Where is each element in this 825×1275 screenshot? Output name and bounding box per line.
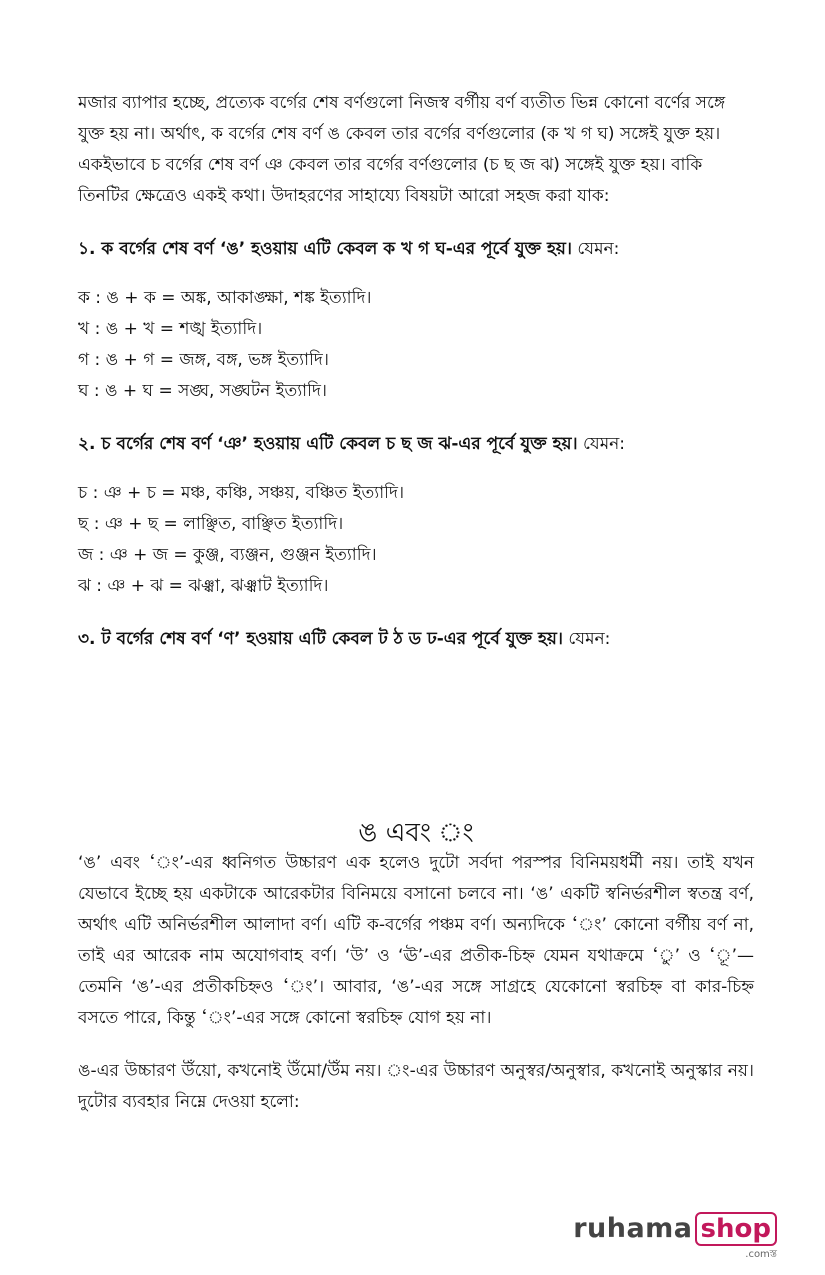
example-line: গ : ঙ + গ = জঙ্গ, বঙ্গ, ভঙ্গ ইত্যাদি। — [78, 350, 329, 370]
example-line: ঘ : ঙ + ঘ = সঙ্ঘ, সঙ্ঘটন ইত্যাদি। — [78, 381, 327, 401]
example-line: ক : ঙ + ক = অঙ্ক, আকাঙ্ক্ষা, শঙ্ক ইত্যাদি। — [78, 288, 372, 308]
ruhamashop-logo — [573, 1213, 777, 1260]
rule-1-bold: ১. ক বর্গের শেষ বর্ণ ‘ঙ’ হওয়ায় এটি কেবল ক খ গ ঘ-এর পূর্বে যুক্ত হয়। — [78, 239, 572, 259]
rule-2-examples — [78, 478, 754, 602]
rule-2 — [78, 429, 754, 460]
rule-3-tail: যেমন: — [562, 629, 611, 649]
pronunciation-paragraph: ঙ-এর উচ্চারণ উঁয়ো, কখনোই উঁমো/উঁম নয়। ং-এর উচ্চারণ অনুস্বর/অনুস্বার, কখনোই অনুস্কার নয়। দুটোর ব্যবহার নিম্নে দেওয়া হলো: — [78, 1061, 754, 1112]
logo-com-text: .comস্ত — [745, 1249, 777, 1260]
rule-3-bold: ৩. ট বর্গের শেষ বর্ণ ‘ণ’ হওয়ায় এটি কেবল ট ঠ ড ঢ-এর পূর্বে যুক্ত হয়। — [78, 629, 563, 649]
example-line: ছ : ঞ + ছ = লাঞ্ছিত, বাঞ্ছিত ইত্যাদি। — [78, 514, 344, 534]
logo-shop-badge: shop — [695, 1212, 777, 1246]
explanation-paragraph: ‘ঙ’ এবং ‘ং’-এর ধ্বনিগত উচ্চারণ এক হলেও দুটো সর্বদা পরস্পর বিনিময়ধর্মী নয়। তাই যখন যেভাবে ইচ্ছে হয় একটাকে আরেকটার বিনিময়ে বসানো চলবে না। ‘ঙ’ একটি স্বনির্ভরশীল স্বতন্ত্র বর্ণ, অর্থাৎ এটি অনির্ভরশীল আলাদা বর্ণ। এটি ক-বর্গের পঞ্চম বর্ণ। অন্যদিকে ‘ং’ কোনো বর্গীয় বর্ণ না, তাই এর আরেক নাম অযোগবাহ বর্ণ। ‘উ’ ও ‘ঊ’-এর প্রতীক-চিহ্ন যেমন যথাক্রমে ‘ু’ ও ‘ূ’—তেমনি ‘ঙ’-এর প্রতীকচিহ্নও ‘ং’। আবার, ‘ঙ’-এর সঙ্গে সাগ্রহে যেকোনো স্বরচিহ্ন বা কার-চিহ্ন বসতে পারে, কিন্তু ‘ং’-এর সঙ্গে কোনো স্বরচিহ্ন যোগ হয় না। — [78, 853, 754, 1028]
section-2 — [78, 848, 754, 1118]
rule-1-examples — [78, 283, 754, 407]
rule-3 — [78, 624, 754, 655]
intro-paragraph: মজার ব্যাপার হচ্ছে, প্রত্যেক বর্গের শেষ বর্ণগুলো নিজস্ব বর্গীয় বর্ণ ব্যতীত ভিন্ন কোনো বর্ণের সঙ্গে যুক্ত হয় না। অর্থাৎ, ক বর্গের শেষ বর্ণ ঙ কেবল তার বর্গের বর্ণগুলোর (ক খ গ ঘ) সঙ্গেই যুক্ত হয়। একইভাবে চ বর্গের শেষ বর্ণ ঞ কেবল তার বর্গের বর্ণগুলোর (চ ছ জ ঝ) সঙ্গেই যুক্ত হয়। বাকি তিনটির ক্ষেত্রেও একই কথা। উদাহরণের সাহায্যে বিষয়টা আরো সহজ করা যাক: — [78, 93, 726, 206]
logo-ruhama-text: ruhama — [573, 1213, 693, 1244]
page-body — [78, 88, 754, 1112]
rule-1 — [78, 234, 754, 265]
example-line: খ : ঙ + খ = শঙ্খ ইত্যাদি। — [78, 319, 263, 339]
example-line: চ : ঞ + চ = মঞ্চ, কঞ্চি, সঞ্চয়, বঞ্চিত ইত্যাদি। — [78, 483, 405, 503]
example-line: ঝ : ঞ + ঝ = ঝঞ্ঝা, ঝঞ্ঝাট ইত্যাদি। — [78, 576, 329, 596]
example-line: জ : ঞ + জ = কুঞ্জ, ব্যঞ্জন, গুঞ্জন ইত্যাদি। — [78, 545, 377, 565]
section-heading: ঙ এবং ং — [358, 817, 474, 848]
rule-1-tail: যেমন: — [571, 239, 620, 259]
rule-2-bold: ২. চ বর্গের শেষ বর্ণ ‘ঞ’ হওয়ায় এটি কেবল চ ছ জ ঝ-এর পূর্বে যুক্ত হয়। — [78, 434, 578, 454]
rule-2-tail: যেমন: — [577, 434, 626, 454]
